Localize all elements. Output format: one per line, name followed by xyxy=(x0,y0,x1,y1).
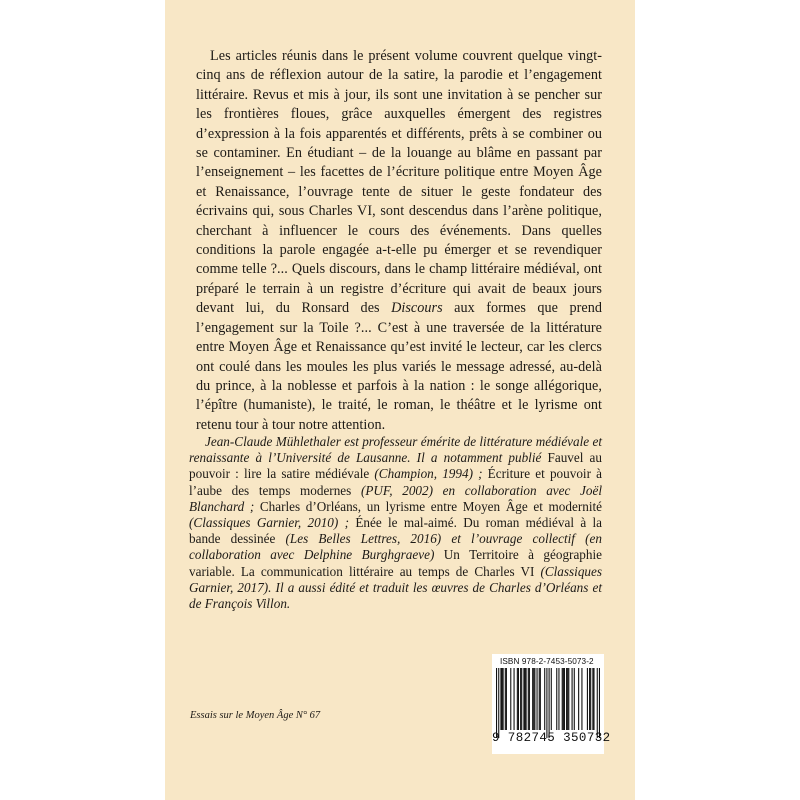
bio-book-title-5: Un Territoire à géographie variable. La communication littéraire au temps de Charles VI xyxy=(189,547,602,579)
barcode-bar xyxy=(506,668,507,730)
bio-text-4: (Classiques Garnier, 2010) ; xyxy=(189,515,356,531)
barcode-bar xyxy=(568,668,569,730)
series-label: Essais sur le Moyen Âge N° 67 xyxy=(190,710,321,721)
barcode-bar xyxy=(587,668,588,730)
bio-text-1: Jean-Claude Mühlethaler est professeur émérite de littérature médiévale et renaissante à l’Université de Lausanne. Il a notamment publié xyxy=(189,434,602,466)
summary-paragraph xyxy=(196,47,602,435)
barcode-bar xyxy=(534,668,535,730)
barcode-bar xyxy=(581,668,582,730)
barcode-bar xyxy=(521,668,522,730)
barcode-bar xyxy=(517,668,518,730)
barcode-bar xyxy=(529,668,530,730)
barcode-bar xyxy=(505,668,506,730)
bio-book-title-2: Écriture et pouvoir à l’aube des temps modernes xyxy=(189,466,602,498)
bio-text-2: (Champion, 1994) ; xyxy=(369,466,488,482)
barcode-bar xyxy=(589,668,590,730)
barcode-bar xyxy=(524,668,525,730)
barcode-bar xyxy=(537,668,538,730)
barcode-bar xyxy=(544,668,545,730)
barcode-bar xyxy=(528,668,529,730)
barcode-bar xyxy=(546,668,547,738)
barcode-bar xyxy=(498,668,499,738)
bio-text-6: (Classiques Garnier, 2017). Il a aussi édité et traduit les œuvres de Charles d’Orléans et de François Villon. xyxy=(189,563,603,612)
barcode-bar xyxy=(558,668,559,730)
barcode-bar xyxy=(533,668,534,730)
barcode-bar xyxy=(520,668,521,730)
bio-book-title-1: Fauvel au pouvoir : lire la satire médiévale xyxy=(189,450,602,482)
bio-book-title-3: Charles d’Orléans, un lyrisme entre Moyen Âge et modernité xyxy=(259,498,603,514)
isbn-label: ISBN 978-2-7453-5073-2 xyxy=(500,657,594,666)
barcode-bar xyxy=(566,668,567,730)
barcode-bar xyxy=(578,668,579,730)
bio-text-5: (Les Belles Lettres, 2016) et l’ouvrage collectif (en collaboration avec Delphine Burghgraeve) xyxy=(189,531,602,563)
barcode-bar xyxy=(551,668,552,730)
barcode-bar xyxy=(514,668,515,730)
summary-text-1: Les articles réunis dans le présent volume couvrent quelque vingt-cinq ans de réflexion autour de la satire, la parodie et l’engagement littéraire. Revus et mis à jour, ils sont une invitation à se pencher sur les frontières floues, grâce auxquelles émergent des registres d’expression à la fois apparentés et différents, prêts à se combiner ou se contaminer. En étudiant – de la louange au blâme en passant par l’enseignement – les facettes de l’écriture politique entre Moyen Âge et Renaissance, l’ouvrage tente de situer le geste fondateur des écrivains qui, sous Charles VI, sont descendus dans l’arène politique, cherchant à influencer le cours des événements. Dans quelles conditions la parole engagée a-t-elle pu émerger et se revendiquer comme telle ?... Quels discours, dans le champ littéraire médiéval, ont préparé le terrain à un registre d’écriture qui avait de beaux jours devant lui, du Ronsard des xyxy=(196,48,602,317)
barcode-bar xyxy=(549,668,550,738)
isbn-digits: 9 782745 350732 xyxy=(492,731,611,745)
barcode-bar xyxy=(526,668,527,730)
barcode-bar xyxy=(592,668,593,730)
barcode-bar xyxy=(539,668,540,730)
barcode-bar xyxy=(597,668,598,738)
barcode-bar xyxy=(532,668,533,730)
barcode-bar xyxy=(562,668,563,730)
barcode-bar xyxy=(510,668,511,730)
author-bio xyxy=(189,434,602,612)
barcode-bar xyxy=(556,668,557,730)
bio-book-title-4: Énée le mal-aimé. Du roman médiéval à la bande dessinée xyxy=(189,515,603,547)
summary-title-discours: Discours xyxy=(391,300,443,317)
barcode-bar xyxy=(500,668,501,730)
barcode-bar xyxy=(574,668,575,730)
barcode-bar xyxy=(540,668,541,730)
barcode-bar xyxy=(564,668,565,730)
barcode-bar xyxy=(593,668,594,730)
barcode-bar xyxy=(599,668,600,738)
bio-text-3: (PUF, 2002) en collaboration avec Joël Blanchard ; xyxy=(189,482,602,514)
summary-text-2: aux formes que prend l’engagement sur la Toile ?... C’est à une traversée de la littérature entre Moyen Âge et Renaissance qu’est invité le lecteur, car les clercs ont coulé dans les moules les plus variés le message adressé, au-delà du prince, à la noblesse et parfois à la nation : le songe allégorique, l’épître (humaniste), le traité, le roman, le théâtre et le lyrisme ont retenu tour à tour notre attention. xyxy=(196,300,603,433)
isbn-barcode-block xyxy=(492,654,611,754)
barcode-bar xyxy=(563,668,564,730)
barcode-bar xyxy=(496,668,497,738)
barcode-bar xyxy=(572,668,573,730)
barcode-bar xyxy=(501,668,502,730)
barcode-bar xyxy=(523,668,524,730)
barcode-bar xyxy=(518,668,519,730)
barcode-bar xyxy=(567,668,568,730)
barcode-bar xyxy=(503,668,504,730)
barcode-bar xyxy=(590,668,591,730)
